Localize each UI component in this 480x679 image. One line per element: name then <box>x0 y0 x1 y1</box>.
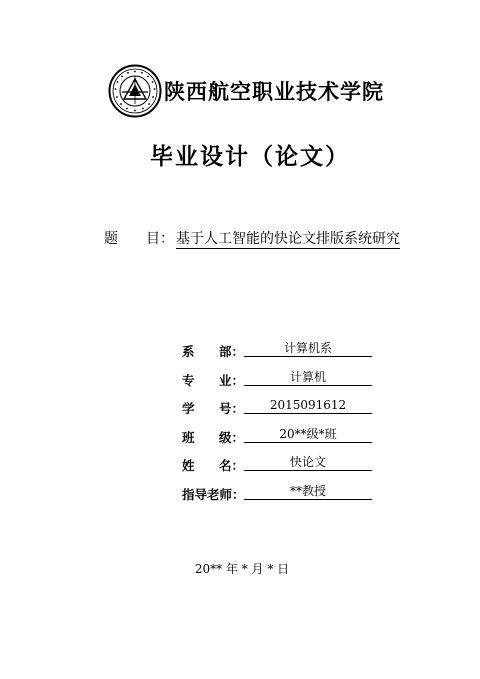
info-row-student-id <box>182 395 382 424</box>
info-row-name <box>182 452 382 481</box>
info-label: 姓 名： <box>182 458 244 474</box>
info-row-department <box>182 338 382 367</box>
topic-label-char2: 目： <box>146 231 174 247</box>
school-name: 陕西航空职业技术学院 <box>164 79 384 104</box>
info-label: 指导老师： <box>182 486 245 502</box>
date-line: 20** 年 * 月 * 日 <box>194 562 290 576</box>
info-value: 20**级*班 <box>244 426 372 443</box>
topic-value: 基于人工智能的快论文排版系统研究 <box>176 231 400 247</box>
document-title: 毕业设计（论文） <box>150 144 350 170</box>
info-label: 班 级： <box>182 429 244 445</box>
info-value: **教授 <box>244 483 372 500</box>
info-value: 2015091612 <box>244 397 372 414</box>
info-label: 学 号： <box>182 401 244 417</box>
topic-row <box>104 228 400 249</box>
topic-label <box>104 228 174 248</box>
info-label: 专 业： <box>182 372 244 388</box>
topic-label-char1: 题 <box>104 231 118 247</box>
info-row-class <box>182 424 382 453</box>
info-row-advisor <box>182 481 382 510</box>
school-seal-icon <box>108 64 162 118</box>
student-info-block <box>182 338 382 510</box>
info-value: 计算机 <box>244 369 372 386</box>
info-value: 快论文 <box>244 454 372 471</box>
info-label: 系 部： <box>182 344 244 359</box>
info-value: 计算机系 <box>244 340 372 357</box>
info-row-major <box>182 367 382 396</box>
